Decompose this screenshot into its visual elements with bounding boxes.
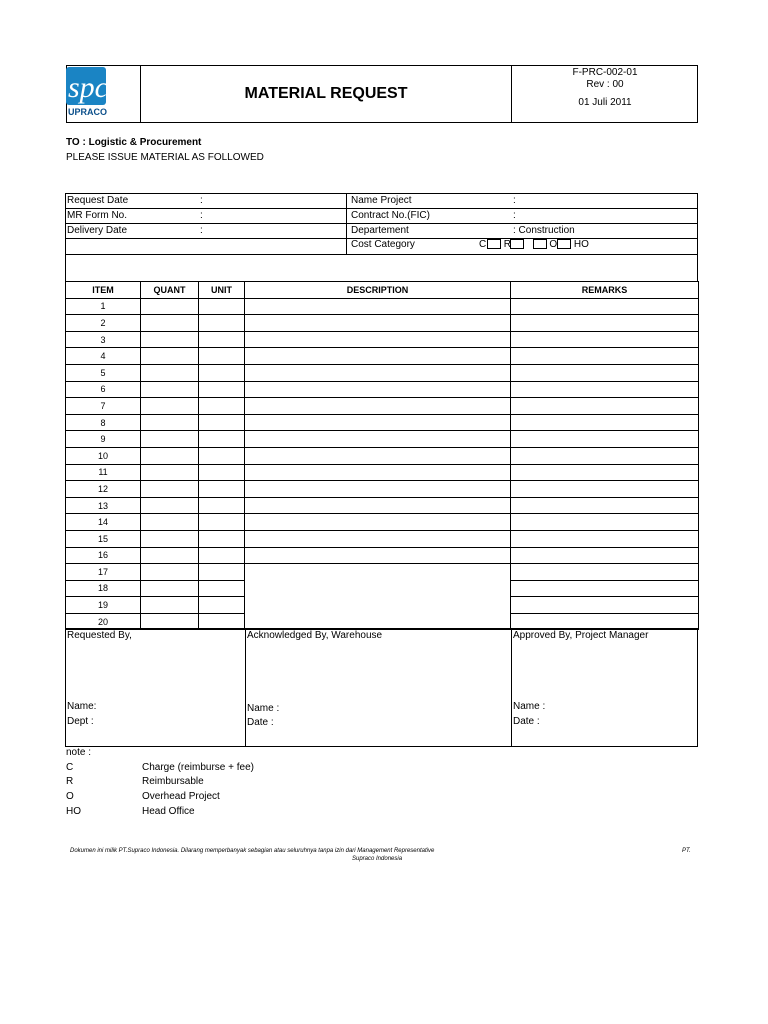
table-row: [66, 348, 699, 365]
approved-by-box[interactable]: [511, 628, 698, 747]
footer-pt: PT.: [682, 848, 691, 854]
unit-cell[interactable]: [199, 298, 245, 315]
remarks-cell[interactable]: [511, 497, 699, 514]
remarks-cell[interactable]: [511, 315, 699, 332]
quant-cell[interactable]: [141, 530, 199, 547]
description-cell[interactable]: [245, 514, 511, 531]
unit-cell[interactable]: [199, 381, 245, 398]
description-cell[interactable]: [245, 331, 511, 348]
remarks-cell[interactable]: [511, 481, 699, 498]
name-project-value: :: [513, 195, 516, 206]
acknowledged-by-date: Date :: [247, 717, 274, 728]
remarks-cell[interactable]: [511, 381, 699, 398]
unit-cell[interactable]: [199, 398, 245, 415]
note-code-ho: HO: [66, 806, 81, 817]
quant-cell[interactable]: [141, 364, 199, 381]
doc-date: 01 Juli 2011: [578, 97, 632, 108]
remarks-cell[interactable]: [511, 464, 699, 481]
note-text-o: Overhead Project: [142, 791, 220, 802]
item-number: 11: [66, 464, 141, 481]
quant-cell[interactable]: [141, 497, 199, 514]
unit-cell[interactable]: [199, 315, 245, 332]
form-title: MATERIAL REQUEST: [141, 65, 512, 123]
item-number: 2: [66, 315, 141, 332]
remarks-cell[interactable]: [511, 414, 699, 431]
item-number: 3: [66, 331, 141, 348]
table-row: [66, 315, 699, 332]
item-number: 13: [66, 497, 141, 514]
item-number: 20: [66, 613, 141, 630]
quant-cell[interactable]: [141, 431, 199, 448]
item-number: 12: [66, 481, 141, 498]
description-cell[interactable]: [245, 364, 511, 381]
table-row: [66, 381, 699, 398]
revision: Rev : 00: [586, 79, 624, 90]
col-item: ITEM: [66, 282, 141, 299]
description-cell[interactable]: [245, 414, 511, 431]
item-number: 7: [66, 398, 141, 415]
note-text-c: Charge (reimburse + fee): [142, 762, 254, 773]
quant-cell[interactable]: [141, 348, 199, 365]
quant-cell[interactable]: [141, 414, 199, 431]
col-unit: UNIT: [199, 282, 245, 299]
contract-no-label: Contract No.(FIC): [351, 210, 430, 221]
requested-by-name: Name:: [67, 701, 97, 712]
acknowledged-by-title: Acknowledged By, Warehouse: [247, 630, 383, 641]
item-number: 8: [66, 414, 141, 431]
doc-code: F-PRC-002-01: [572, 67, 638, 78]
note-text-ho: Head Office: [142, 806, 195, 817]
item-number: 19: [66, 597, 141, 614]
description-cell[interactable]: [245, 497, 511, 514]
remarks-cell[interactable]: [511, 597, 699, 614]
description-cell[interactable]: [245, 381, 511, 398]
remarks-cell[interactable]: [511, 547, 699, 564]
unit-cell[interactable]: [199, 447, 245, 464]
approved-by-name: Name :: [513, 701, 546, 712]
contract-no-value: :: [513, 210, 516, 221]
remarks-cell[interactable]: [511, 331, 699, 348]
description-cell[interactable]: [245, 547, 511, 564]
quant-cell[interactable]: [141, 547, 199, 564]
acknowledged-by-name: Name :: [247, 703, 280, 714]
table-row: [66, 464, 699, 481]
item-number: 5: [66, 364, 141, 381]
mr-form-label: MR Form No.: [67, 210, 127, 221]
description-cell[interactable]: [245, 348, 511, 365]
item-number: 10: [66, 447, 141, 464]
blank-band: [65, 254, 698, 282]
item-number: 4: [66, 348, 141, 365]
quant-cell[interactable]: [141, 398, 199, 415]
remarks-cell[interactable]: [511, 348, 699, 365]
remarks-cell[interactable]: [511, 398, 699, 415]
table-header-row: [66, 282, 699, 299]
to-line: TO : Logistic & Procurement: [66, 137, 202, 148]
description-cell[interactable]: [245, 298, 511, 315]
cost-category-options: C R . O HO: [479, 239, 589, 250]
table-row: [66, 364, 699, 381]
request-date-colon: :: [200, 195, 203, 206]
quant-cell[interactable]: [141, 597, 199, 614]
checkbox-overhead[interactable]: [533, 239, 547, 249]
table-row: [66, 481, 699, 498]
quant-cell[interactable]: [141, 447, 199, 464]
col-description: DESCRIPTION: [245, 282, 511, 299]
quant-cell[interactable]: [141, 464, 199, 481]
cost-letter-ho: HO: [573, 239, 589, 250]
table-row: [66, 530, 699, 547]
unit-cell[interactable]: [199, 464, 245, 481]
unit-cell[interactable]: [199, 414, 245, 431]
item-number: 18: [66, 580, 141, 597]
cost-category-label: Cost Category: [351, 239, 415, 250]
table-row: [66, 564, 699, 581]
remarks-cell[interactable]: [511, 364, 699, 381]
items-table: [65, 281, 699, 630]
table-row: [66, 414, 699, 431]
remarks-cell[interactable]: [511, 530, 699, 547]
item-number: 9: [66, 431, 141, 448]
name-project-label: Name Project: [351, 195, 412, 206]
item-number: 6: [66, 381, 141, 398]
table-row: [66, 398, 699, 415]
logo-subtext: UPRACO: [68, 107, 108, 117]
unit-cell[interactable]: [199, 564, 245, 581]
description-cell[interactable]: [245, 464, 511, 481]
delivery-date-colon: :: [200, 225, 203, 236]
note-text-r: Reimbursable: [142, 776, 204, 787]
unit-cell[interactable]: [199, 431, 245, 448]
unit-cell[interactable]: [199, 597, 245, 614]
table-row: [66, 298, 699, 315]
table-row: [66, 514, 699, 531]
mr-form-colon: :: [200, 210, 203, 221]
notes-heading: note :: [66, 747, 92, 758]
cost-letter-r: R: [503, 239, 512, 250]
unit-cell[interactable]: [199, 364, 245, 381]
request-date-label: Request Date: [67, 195, 129, 206]
col-remarks: REMARKS: [511, 282, 699, 299]
instruction-line: PLEASE ISSUE MATERIAL AS FOLLOWED: [66, 152, 264, 163]
unit-cell[interactable]: [199, 547, 245, 564]
requested-by-title: Requested By,: [67, 630, 132, 641]
remarks-cell[interactable]: [511, 564, 699, 581]
unit-cell[interactable]: [199, 481, 245, 498]
checkbox-reimbursable[interactable]: [510, 239, 524, 249]
note-code-c: C: [66, 762, 74, 773]
remarks-cell[interactable]: [511, 431, 699, 448]
quant-cell[interactable]: [141, 315, 199, 332]
table-row: [66, 497, 699, 514]
cost-letter-o: O: [549, 239, 558, 250]
description-cell[interactable]: [245, 481, 511, 498]
remarks-cell[interactable]: [511, 580, 699, 597]
acknowledged-by-box[interactable]: [245, 628, 512, 747]
description-cell[interactable]: [245, 431, 511, 448]
remarks-cell[interactable]: [511, 514, 699, 531]
unit-cell[interactable]: [199, 530, 245, 547]
svg-text:spc: spc: [68, 71, 108, 104]
quant-cell[interactable]: [141, 481, 199, 498]
logo-cell: [66, 65, 141, 123]
description-cell[interactable]: [245, 530, 511, 547]
item-number: 15: [66, 530, 141, 547]
item-number: 14: [66, 514, 141, 531]
quant-cell[interactable]: [141, 298, 199, 315]
approved-by-title: Approved By, Project Manager: [513, 630, 649, 641]
note-code-r: R: [66, 776, 74, 787]
item-number: 17: [66, 564, 141, 581]
unit-cell[interactable]: [199, 580, 245, 597]
checkbox-head-office[interactable]: [557, 239, 571, 249]
quant-cell[interactable]: [141, 564, 199, 581]
quant-cell[interactable]: [141, 381, 199, 398]
unit-cell[interactable]: [199, 497, 245, 514]
department-label: Departement: [351, 225, 409, 236]
table-row: [66, 431, 699, 448]
remarks-cell[interactable]: [511, 298, 699, 315]
quant-cell[interactable]: [141, 580, 199, 597]
requested-by-dept: Dept :: [67, 716, 94, 727]
description-cell[interactable]: [245, 447, 511, 464]
col-quant: QUANT: [141, 282, 199, 299]
cost-letter-c: C: [479, 239, 487, 250]
unit-cell[interactable]: [199, 348, 245, 365]
note-code-o: O: [66, 791, 74, 802]
department-value: : Construction: [513, 225, 575, 236]
remarks-cell[interactable]: [511, 447, 699, 464]
item-number: 1: [66, 298, 141, 315]
description-cell[interactable]: [245, 315, 511, 332]
checkbox-charge[interactable]: [487, 239, 501, 249]
footer-company: Supraco Indonesia: [352, 856, 403, 862]
unit-cell[interactable]: [199, 514, 245, 531]
unit-cell[interactable]: [199, 331, 245, 348]
table-row: [66, 331, 699, 348]
table-row: [66, 547, 699, 564]
delivery-date-label: Delivery Date: [67, 225, 128, 236]
quant-cell[interactable]: [141, 514, 199, 531]
footer-disclaimer: Dokumen ini milik PT.Supraco Indonesia. Dilarang memperbanyak sebagian atau seluruhnya tanpa izin dari Management Representative: [70, 848, 435, 854]
item-number: 16: [66, 547, 141, 564]
approved-by-date: Date :: [513, 716, 540, 727]
requested-by-box[interactable]: [65, 628, 246, 747]
description-cell-merged[interactable]: [245, 564, 511, 630]
quant-cell[interactable]: [141, 331, 199, 348]
description-cell[interactable]: [245, 398, 511, 415]
revision-cell: [512, 65, 698, 123]
table-row: [66, 447, 699, 464]
